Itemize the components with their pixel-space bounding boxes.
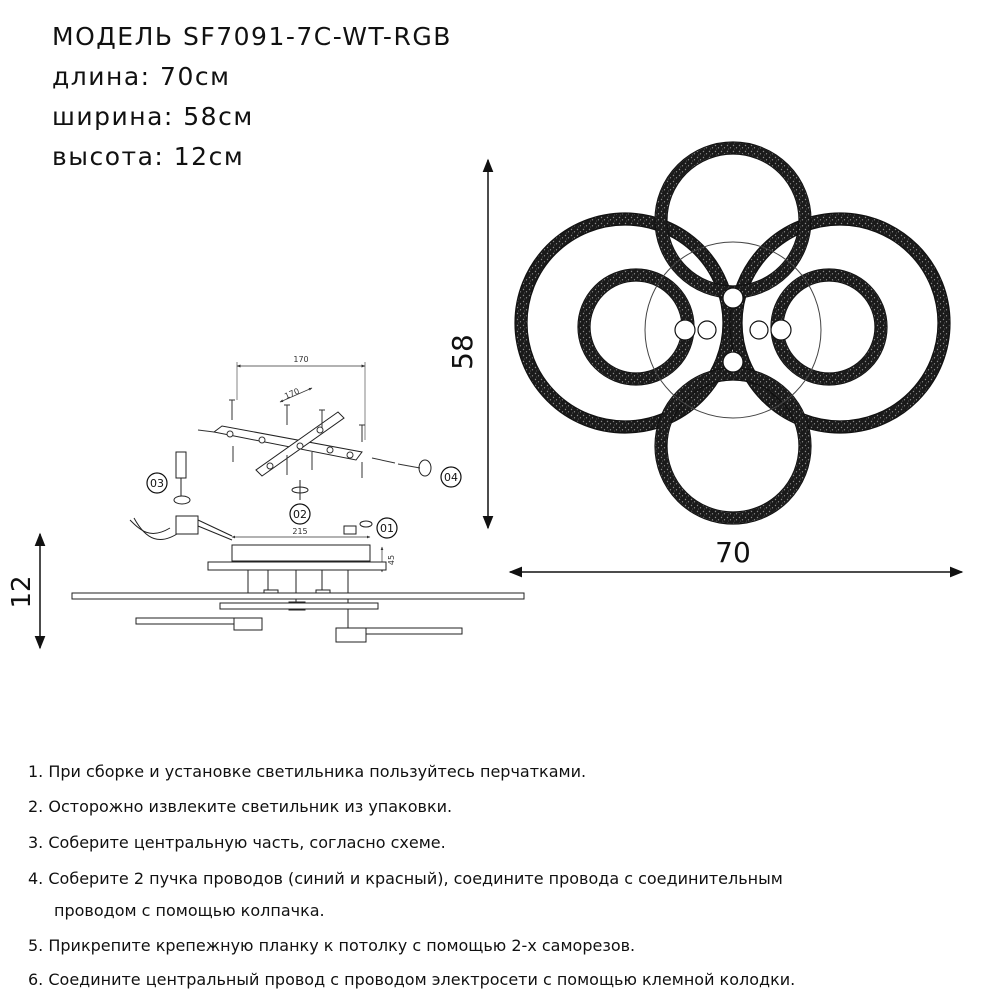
instruction-6: 6. Соедините центральный провод с проводом электросети с помощью клемной колодки.: [28, 970, 796, 989]
instruction-3: 3. Соберите центральную часть, согласно схеме.: [28, 833, 446, 852]
length-spec: длина: 70см: [52, 62, 231, 91]
instruction-1: 1. При сборке и установке светильника пользуйтесь перчатками.: [28, 762, 587, 781]
height-spec: высота: 12см: [52, 142, 245, 171]
canopy-depth-label: 45: [387, 554, 396, 566]
mounting-bracket-drawing: [130, 362, 431, 572]
bracket-span-label: 170: [293, 355, 309, 364]
instruction-2: 2. Осторожно извлеките светильник из упаковки.: [28, 797, 453, 816]
svg-text:03: 03: [150, 477, 164, 490]
callout-01: [377, 518, 397, 538]
callout-03: [147, 473, 167, 493]
canopy-width-label: 215: [292, 527, 308, 536]
instruction-4: 4. Соберите 2 пучка проводов (синий и красный), соедините провода с соединительным: [28, 869, 783, 888]
svg-text:02: 02: [293, 508, 307, 521]
width-spec: ширина: 58см: [52, 102, 254, 131]
callout-04: [441, 467, 461, 487]
bracket-diag-label: 170: [283, 386, 301, 401]
instruction-5: 5. Прикрепите крепежную планку к потолку с помощью 2-х саморезов.: [28, 936, 636, 955]
dimension-70-label: 70: [715, 536, 751, 569]
dimension-58-label: 58: [446, 334, 479, 370]
ring-top: [655, 142, 811, 298]
ring-bottom: [655, 368, 811, 524]
callout-02: [290, 504, 310, 524]
svg-text:01: 01: [380, 522, 394, 535]
model-title: МОДЕЛЬ SF7091-7C-WT-RGB: [52, 22, 452, 51]
dimension-width-70: [510, 536, 962, 572]
instruction-4-continued: проводом с помощью колпачка.: [54, 901, 325, 920]
side-view-drawing: [72, 562, 524, 642]
svg-text:04: 04: [444, 471, 458, 484]
dimension-height-12: [7, 534, 40, 648]
top-view-drawing: [515, 142, 950, 524]
dimension-12-label: 12: [7, 575, 37, 609]
